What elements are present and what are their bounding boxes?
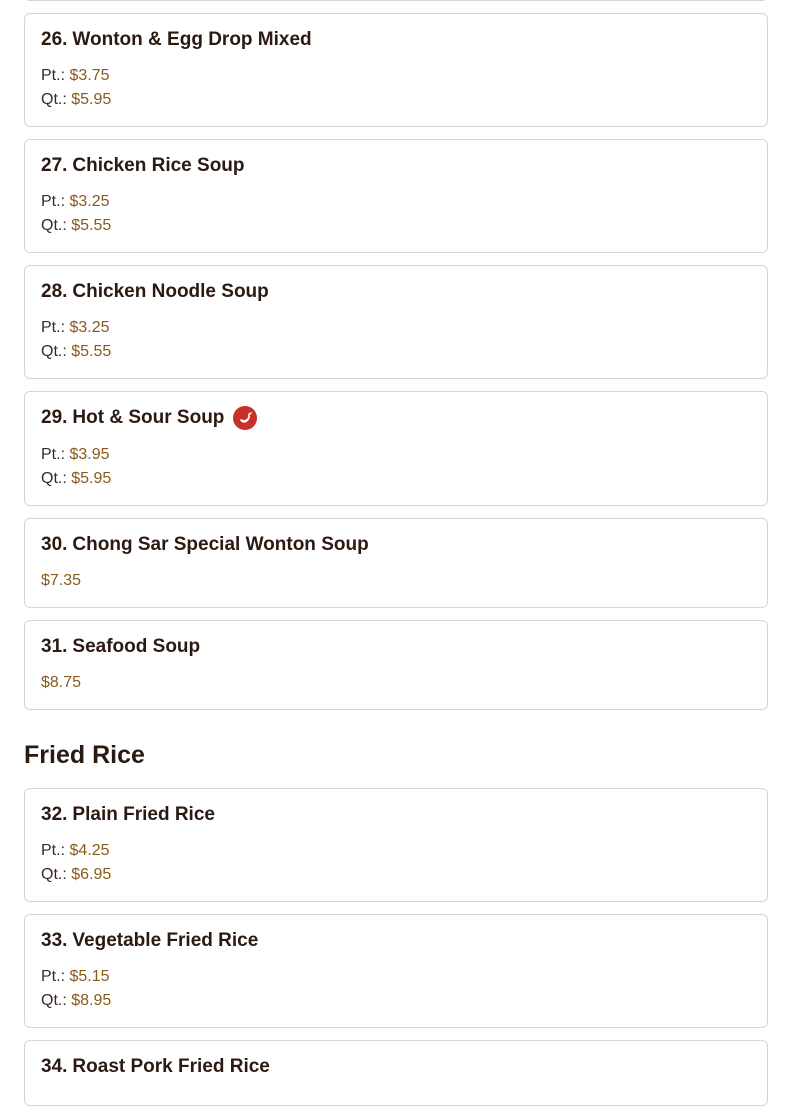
price-value: $3.75 [69, 67, 110, 84]
menu-item-title [41, 154, 751, 178]
price-label: Pt.: [41, 968, 66, 985]
price-label: Qt.: [41, 470, 67, 487]
price-label: Pt.: [41, 193, 66, 210]
price-row [41, 88, 751, 112]
item-name: Vegetable Fried Rice [72, 930, 259, 951]
item-name: Hot & Sour Soup [72, 407, 225, 428]
menu-item-card[interactable] [24, 13, 768, 127]
section-title-fried-rice: Fried Rice [24, 741, 145, 769]
item-number: 34. [41, 1056, 68, 1077]
price-label: Qt.: [41, 217, 67, 234]
item-number: 32. [41, 804, 68, 825]
menu-item-card[interactable] [24, 139, 768, 253]
menu-item-title [41, 533, 751, 557]
menu-item-card[interactable] [24, 1040, 768, 1106]
price-value: $5.55 [71, 217, 112, 234]
price-value: $6.95 [71, 866, 112, 883]
price-row [41, 316, 751, 340]
item-number: 27. [41, 155, 68, 176]
price-value: $8.75 [41, 674, 82, 691]
price-value: $3.25 [69, 319, 110, 336]
menu-item-title [41, 929, 751, 953]
menu-item-title [41, 803, 751, 827]
menu-item-title [41, 280, 751, 304]
menu-item-card[interactable] [24, 620, 768, 710]
price-row [41, 214, 751, 238]
price-value: $5.95 [71, 91, 112, 108]
price-row [41, 340, 751, 364]
item-number: 33. [41, 930, 68, 951]
menu-item-title [41, 635, 751, 659]
item-number: 29. [41, 407, 68, 428]
price-label: Pt.: [41, 67, 66, 84]
price-value: $5.95 [71, 470, 112, 487]
price-row [41, 989, 751, 1013]
price-row [41, 569, 751, 593]
price-value: $3.25 [69, 193, 110, 210]
price-value: $3.95 [69, 446, 110, 463]
item-name: Wonton & Egg Drop Mixed [72, 29, 312, 50]
price-row [41, 671, 751, 695]
price-row [41, 965, 751, 989]
price-row [41, 190, 751, 214]
item-name: Seafood Soup [72, 636, 201, 657]
price-value: $7.35 [41, 572, 82, 589]
price-row [41, 467, 751, 491]
item-name: Chicken Noodle Soup [72, 281, 269, 302]
price-row [41, 839, 751, 863]
price-label: Qt.: [41, 866, 67, 883]
item-number: 28. [41, 281, 68, 302]
price-row [41, 443, 751, 467]
price-label: Qt.: [41, 992, 67, 1009]
menu-item-card[interactable] [24, 914, 768, 1028]
menu-item-title [41, 1055, 751, 1079]
price-label: Pt.: [41, 842, 66, 859]
menu-item-title [41, 406, 751, 430]
price-value: $5.55 [71, 343, 112, 360]
price-value: $5.15 [69, 968, 110, 985]
menu-item-title [41, 28, 751, 52]
item-name: Chong Sar Special Wonton Soup [72, 534, 369, 555]
item-name: Roast Pork Fried Rice [72, 1056, 270, 1077]
menu-item-card[interactable] [24, 265, 768, 379]
price-label: Pt.: [41, 319, 66, 336]
price-value: $8.95 [71, 992, 112, 1009]
price-label: Qt.: [41, 343, 67, 360]
menu-item-card[interactable] [24, 518, 768, 608]
chili-pepper-icon [233, 406, 257, 430]
price-row [41, 64, 751, 88]
menu-item-card[interactable] [24, 788, 768, 902]
price-label: Pt.: [41, 446, 66, 463]
item-number: 30. [41, 534, 68, 555]
price-value: $4.25 [69, 842, 110, 859]
item-name: Chicken Rice Soup [72, 155, 245, 176]
price-row [41, 863, 751, 887]
item-number: 26. [41, 29, 68, 50]
item-name: Plain Fried Rice [72, 804, 215, 825]
previous-menu-item-card[interactable] [24, 0, 768, 1]
menu-item-card[interactable] [24, 391, 768, 506]
price-label: Qt.: [41, 91, 67, 108]
item-number: 31. [41, 636, 68, 657]
